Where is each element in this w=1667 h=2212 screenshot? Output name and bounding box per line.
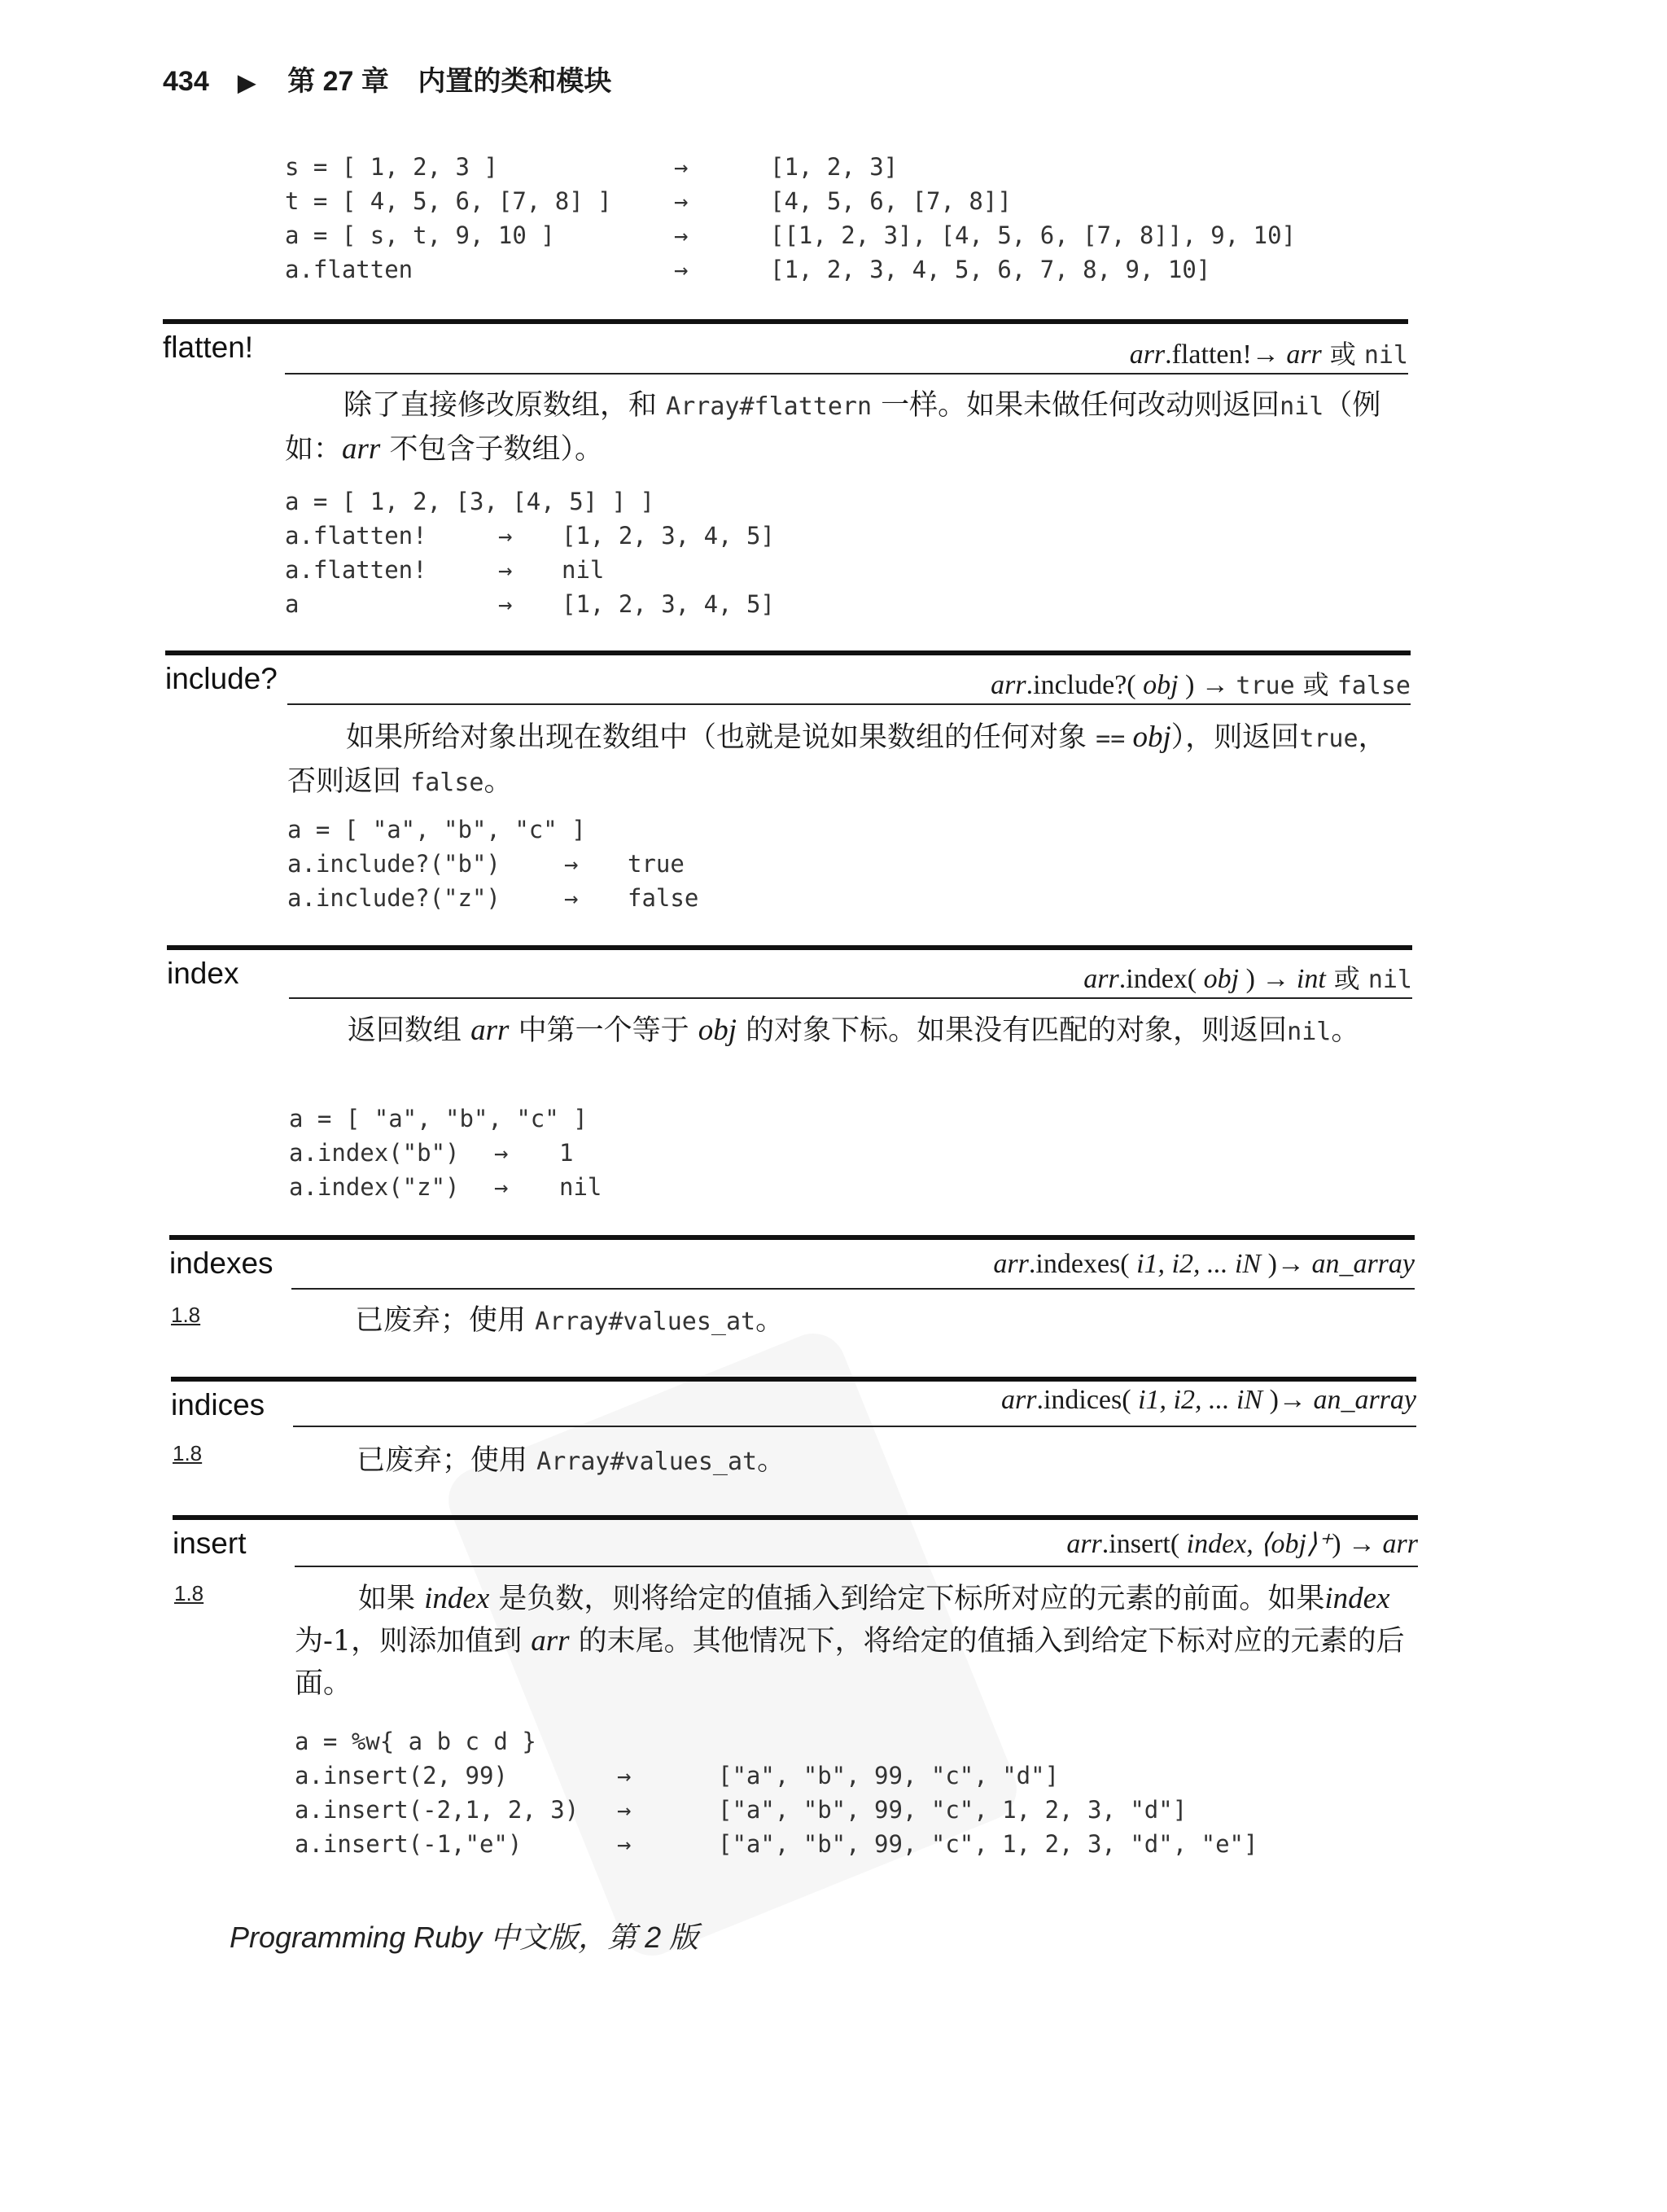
- method-description: 返回数组 arr 中第一个等于 obj 的对象下标。如果没有匹配的对象，则返回nil。: [348, 1014, 1360, 1047]
- code-line: a.include?("b"): [287, 850, 501, 878]
- page-number: 434: [163, 66, 209, 97]
- arrow-icon: →: [674, 187, 689, 215]
- code-block-flatten: [285, 150, 1424, 288]
- method-signature: arr.index( obj ) → int 或 nil: [1083, 963, 1412, 994]
- code-result: 1: [559, 1139, 574, 1167]
- code-result: ["a", "b", 99, "c", 1, 2, 3, "d", "e"]: [718, 1830, 1258, 1858]
- section-rule: [163, 319, 1408, 324]
- section-rule: [169, 1235, 1415, 1240]
- arrow-icon: →: [564, 850, 579, 878]
- code-result: [1, 2, 3, 4, 5, 6, 7, 8, 9, 10]: [770, 256, 1211, 283]
- code-block: [285, 484, 1408, 623]
- code-block: [287, 813, 1411, 918]
- arrow-icon: →: [494, 1139, 509, 1167]
- arrow-right-icon: ▶: [238, 70, 256, 95]
- method-signature: arr.indexes( i1, i2, ... iN )→ an_array: [993, 1249, 1415, 1279]
- arrow-icon: →: [564, 884, 579, 912]
- arrow-icon: →: [494, 1173, 509, 1201]
- page-footer: Programming Ruby 中文版，第 2 版: [230, 1921, 699, 1954]
- code-line: a.insert(2, 99): [295, 1762, 508, 1789]
- code-line: a = [ s, t, 9, 10 ]: [285, 221, 555, 249]
- version-badge: 1.8: [174, 1581, 204, 1605]
- code-block: [289, 1102, 1412, 1207]
- arrow-icon: →: [617, 1762, 632, 1789]
- arrow-icon: →: [674, 153, 689, 181]
- code-line: a = [ 1, 2, [3, [4, 5] ] ]: [285, 488, 654, 515]
- signature-underline: [285, 373, 1408, 375]
- code-line: a: [285, 590, 300, 618]
- section-rule: [165, 650, 1411, 655]
- code-result: [1, 2, 3, 4, 5]: [562, 522, 775, 550]
- method-signature: arr.insert( index, ⟨obj⟩⁺) → arr: [1066, 1529, 1418, 1559]
- section-rule: [173, 1515, 1418, 1520]
- code-result: ["a", "b", 99, "c", "d"]: [718, 1762, 1060, 1789]
- section-rule: [167, 945, 1412, 950]
- method-description: 如果所给对象出现在数组中（也就是说如果数组的任何对象 == obj），则返回true，否则返回 false。: [287, 721, 1387, 798]
- code-result: [[1, 2, 3], [4, 5, 6, [7, 8]], 9, 10]: [770, 221, 1297, 249]
- code-line: a.include?("z"): [287, 884, 501, 912]
- section-rule: [171, 1377, 1416, 1382]
- code-result: true: [628, 850, 685, 878]
- code-result: ["a", "b", 99, "c", 1, 2, 3, "d"]: [718, 1796, 1188, 1824]
- signature-underline: [295, 1566, 1418, 1567]
- arrow-icon: →: [674, 256, 689, 283]
- signature-underline: [289, 997, 1412, 999]
- method-name: insert: [173, 1526, 247, 1560]
- arrow-icon: →: [674, 221, 689, 249]
- method-signature: arr.indices( i1, i2, ... iN )→ an_array: [1000, 1385, 1416, 1415]
- method-description: 已废弃；使用 Array#values_at。: [355, 1304, 785, 1337]
- code-line: t = [ 4, 5, 6, [7, 8] ]: [285, 187, 612, 215]
- code-line: a.insert(-1,"e"): [295, 1830, 523, 1858]
- arrow-icon: →: [617, 1830, 632, 1858]
- code-line: a.insert(-2,1, 2, 3): [295, 1796, 580, 1824]
- version-badge: 1.8: [173, 1441, 203, 1465]
- code-result: [4, 5, 6, [7, 8]]: [770, 187, 1012, 215]
- arrow-icon: →: [498, 556, 513, 584]
- code-line: a.flatten!: [285, 556, 427, 584]
- method-name: flatten!: [163, 331, 254, 364]
- code-line: a = [ "a", "b", "c" ]: [287, 816, 586, 843]
- version-badge: 1.8: [171, 1303, 201, 1327]
- method-description: 如果 index 是负数，则将给定的值插入到给定下标所对应的元素的前面。如果index 为-1，则添加值到 arr 的末尾。其他情况下，将给定的值插入到给定下标对应的元素的后面。: [295, 1582, 1405, 1700]
- code-result: nil: [562, 556, 605, 584]
- code-line: a.flatten!: [285, 522, 427, 550]
- code-result: false: [628, 884, 699, 912]
- arrow-icon: →: [498, 522, 513, 550]
- method-name: indexes: [169, 1246, 273, 1280]
- method-name: indices: [171, 1388, 265, 1421]
- code-line: s = [ 1, 2, 3 ]: [285, 153, 498, 181]
- code-line: a.index("z"): [289, 1173, 460, 1201]
- code-line: a = [ "a", "b", "c" ]: [289, 1105, 588, 1132]
- code-result: nil: [559, 1173, 602, 1201]
- signature-underline: [287, 703, 1411, 705]
- method-name: include?: [165, 662, 278, 695]
- code-line: a = %w{ a b c d }: [295, 1728, 536, 1755]
- method-description: 除了直接修改原数组，和 Array#flattern 一样。如果未做任何改动则返回nil（例如：arr 不包含子数组）。: [285, 389, 1381, 466]
- method-signature: arr.include?( obj ) → true 或 false: [991, 669, 1411, 700]
- method-signature: arr.flatten!→ arr 或 nil: [1129, 339, 1408, 370]
- chapter-label: 第 27 章: [287, 66, 389, 97]
- code-line: a.flatten: [285, 256, 413, 283]
- code-result: [1, 2, 3, 4, 5]: [562, 590, 775, 618]
- code-line: a.index("b"): [289, 1139, 460, 1167]
- code-block: [295, 1724, 1418, 1863]
- arrow-icon: →: [617, 1796, 632, 1824]
- signature-underline: [293, 1426, 1416, 1427]
- method-description: 已废弃；使用 Array#values_at。: [357, 1444, 786, 1477]
- signature-underline: [291, 1288, 1415, 1290]
- method-name: index: [167, 957, 239, 990]
- page-header: [163, 59, 611, 99]
- code-result: [1, 2, 3]: [770, 153, 899, 181]
- chapter-title: 内置的类和模块: [418, 66, 612, 97]
- arrow-icon: →: [498, 590, 513, 618]
